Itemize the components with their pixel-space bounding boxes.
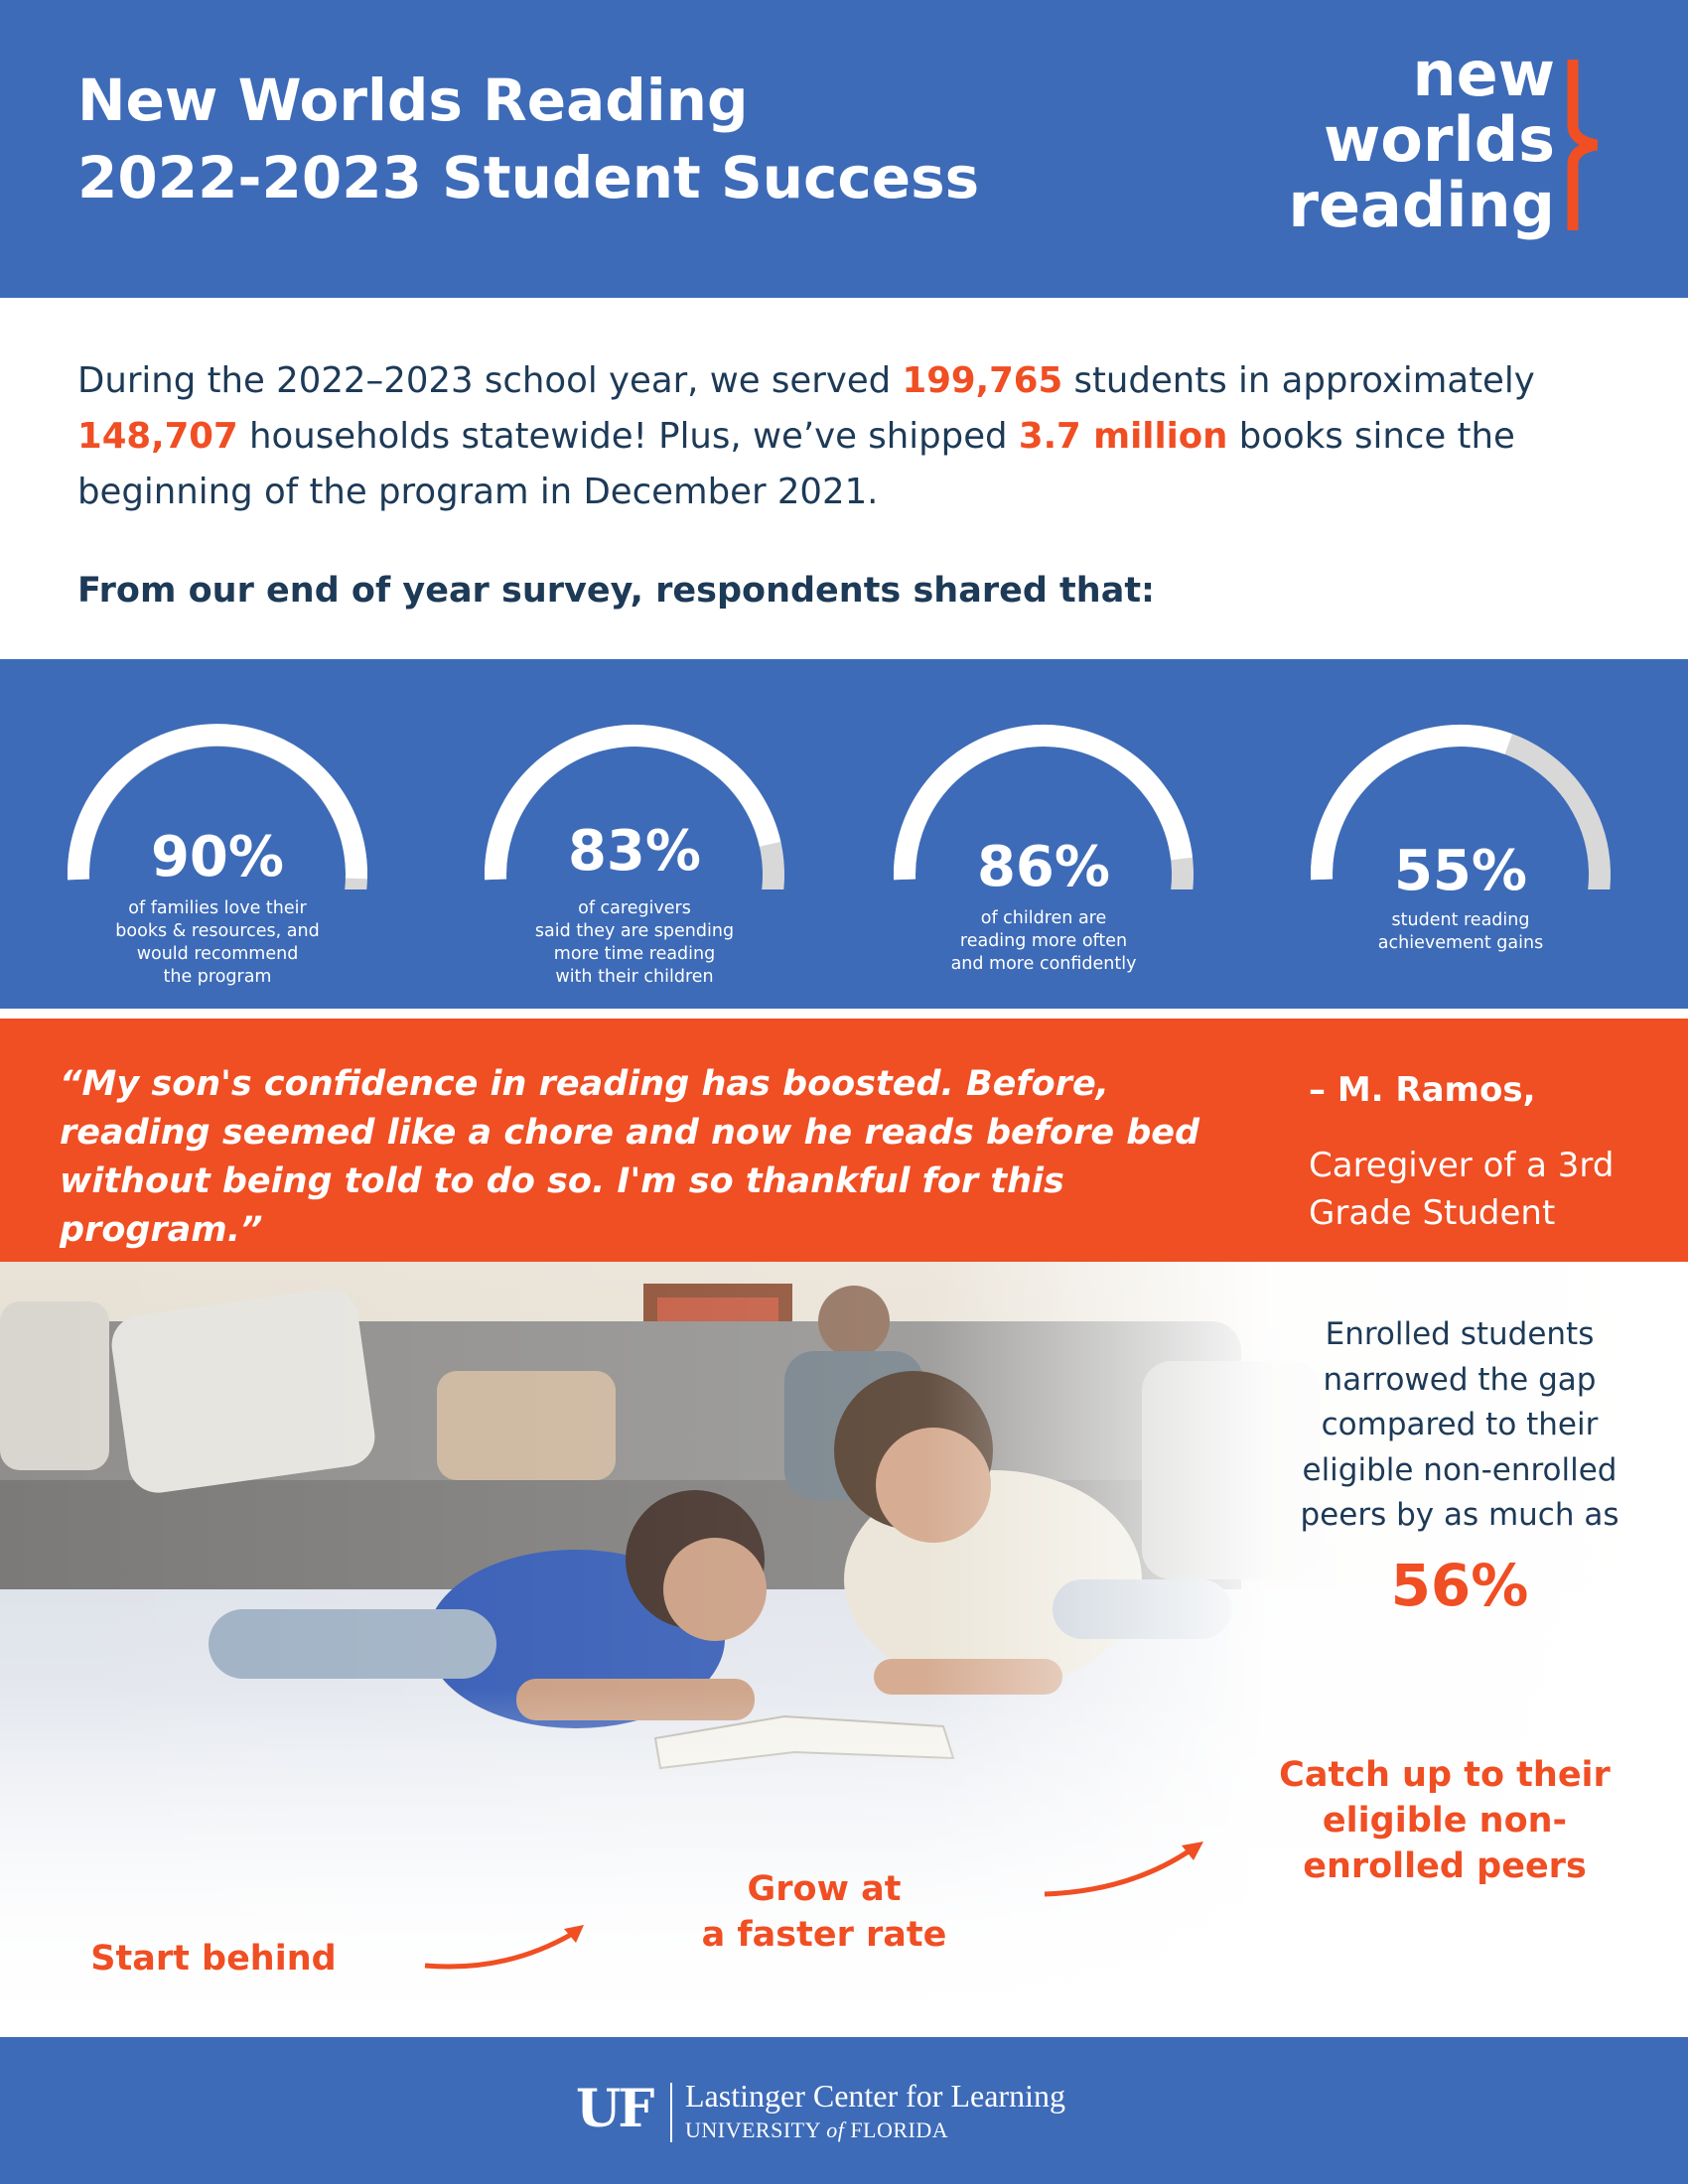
stat-value: 86% xyxy=(976,835,1111,899)
footer-divider xyxy=(670,2083,672,2142)
stat-label xyxy=(64,897,371,989)
stat-label-line: books & resources, and xyxy=(115,921,320,941)
uni-of: of xyxy=(826,2117,845,2142)
footer-banner xyxy=(0,2037,1688,2184)
stat-label xyxy=(1307,909,1615,955)
stat-value: 90% xyxy=(150,825,285,889)
survey-heading: From our end of year survey, respondents shared that: xyxy=(77,571,1156,611)
stat-label xyxy=(481,897,788,989)
header-banner xyxy=(0,0,1688,298)
testimonial-author: – M. Ramos, xyxy=(1309,1070,1536,1110)
intro-text-4: books since the beginning of the program in December 2021. xyxy=(77,416,1515,512)
stat-label-line: said they are spending xyxy=(534,921,735,941)
stat-label-line: reading more often xyxy=(959,931,1128,951)
households-count: 148,707 xyxy=(77,416,238,457)
intro-text-1: During the 2022–2023 school year, we served xyxy=(77,360,903,401)
title-line-1: New Worlds Reading xyxy=(77,67,749,134)
stat-label-line: and more confidently xyxy=(950,954,1137,974)
stat-label-line: with their children xyxy=(555,967,714,987)
catchup-line-3: enrolled peers xyxy=(1303,1846,1587,1886)
intro-paragraph xyxy=(77,353,1626,520)
stat-label-line: achievement gains xyxy=(1377,933,1544,953)
progression-start-label: Start behind xyxy=(90,1939,337,1979)
survey-stats-band xyxy=(0,659,1688,1009)
stat-label xyxy=(890,907,1197,976)
stat-card xyxy=(64,711,381,987)
progression-catchup-label xyxy=(1261,1752,1628,1889)
stat-card xyxy=(1307,711,1624,969)
testimonial-role: Caregiver of a 3rd Grade Student xyxy=(1309,1146,1615,1233)
stat-card xyxy=(481,711,798,987)
footer-university xyxy=(685,2116,948,2144)
stat-card xyxy=(890,711,1207,974)
testimonial-quote: “My son's confidence in reading has boosted. Before, reading seemed like a chore and now he reads before bed without being told to do so. I'm so thankful for this program.” xyxy=(60,1064,1200,1250)
stat-label-line: the program xyxy=(163,967,272,987)
logo-line-1: new xyxy=(1412,38,1555,110)
intro-text-3: households statewide! Plus, we’ve shipped xyxy=(237,416,1019,457)
page-title xyxy=(77,62,979,216)
intro-text-2: students in approximately xyxy=(1062,360,1535,401)
students-served-count: 199,765 xyxy=(902,360,1063,401)
logo-wordmark xyxy=(1288,38,1555,241)
stat-value: 83% xyxy=(567,819,702,884)
gap-statement: Enrolled students narrowed the gap compared to their eligible non-enrolled peers by as much as xyxy=(1300,1316,1619,1533)
catchup-line-2: eligible non- xyxy=(1322,1801,1568,1841)
testimonial-band xyxy=(0,1019,1688,1262)
logo-line-2: worlds xyxy=(1324,103,1555,176)
stat-label-line: would recommend xyxy=(136,944,299,964)
title-line-2: 2022-2023 Student Success xyxy=(77,144,980,211)
footer-org-name: Lastinger Center for Learning xyxy=(685,2078,1065,2114)
uni-pre: UNIVERSITY xyxy=(685,2117,827,2142)
logo-line-3: reading xyxy=(1288,169,1555,241)
brace-icon xyxy=(1567,56,1607,234)
catchup-line-1: Catch up to their xyxy=(1279,1755,1611,1795)
stat-label-line: more time reading xyxy=(553,944,716,964)
grow-line-2: a faster rate xyxy=(701,1915,947,1955)
stat-label-line: of children are xyxy=(980,908,1107,928)
uf-logo: UF xyxy=(576,2079,652,2139)
progression-grow-label xyxy=(675,1866,973,1958)
stat-value: 55% xyxy=(1393,839,1528,903)
uni-post: FLORIDA xyxy=(844,2117,949,2142)
stat-label-line: of families love their xyxy=(128,898,307,918)
grow-line-1: Grow at xyxy=(747,1869,902,1909)
gap-percentage: 56% xyxy=(1390,1552,1529,1619)
stat-label-line: of caregivers xyxy=(578,898,691,918)
books-shipped-count: 3.7 million xyxy=(1018,416,1228,457)
stat-label-line: student reading xyxy=(1391,910,1530,930)
new-worlds-reading-logo xyxy=(1229,38,1607,250)
